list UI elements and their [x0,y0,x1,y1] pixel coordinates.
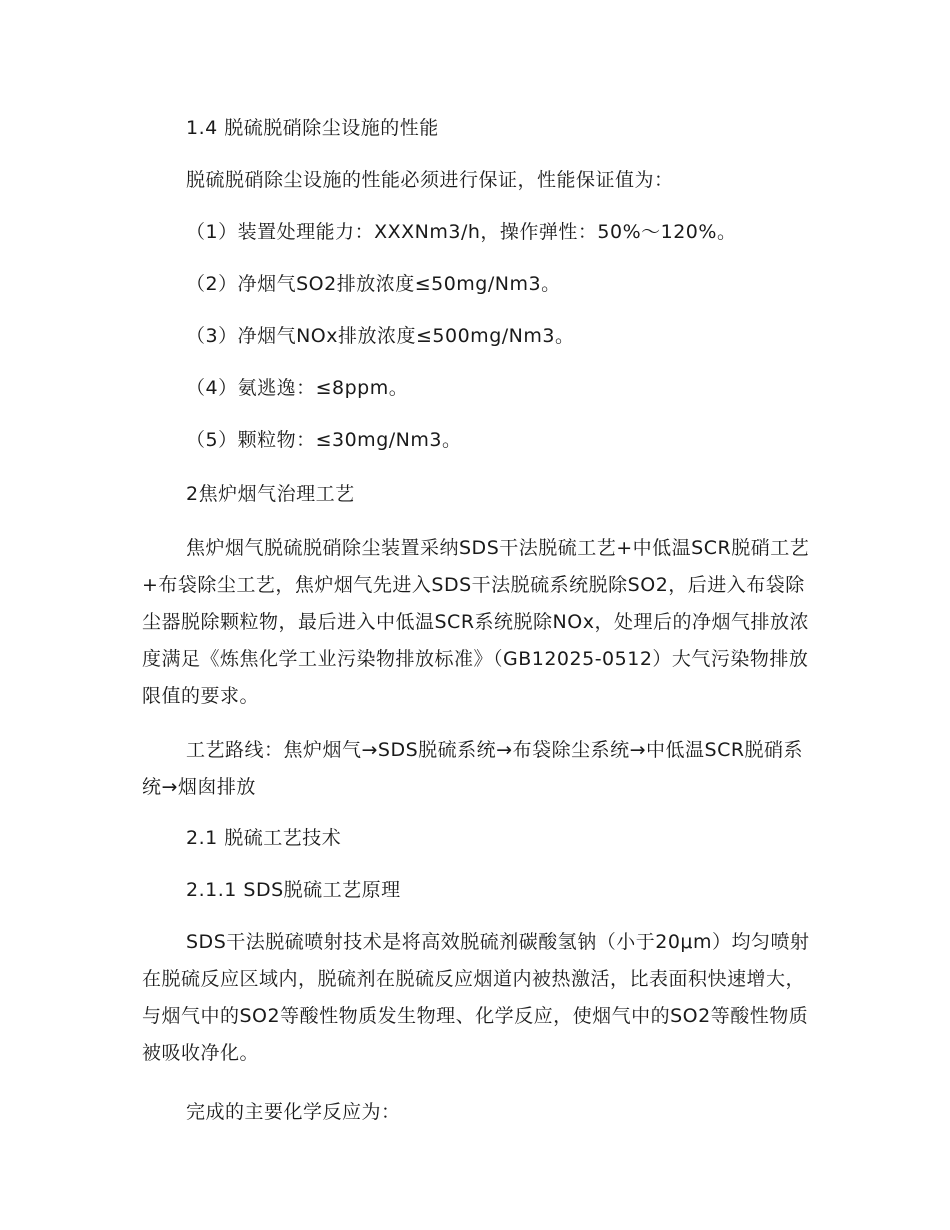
section-1-4-heading: 1.4 脱硫脱硝除尘设施的性能 [186,117,439,139]
reaction-intro: 完成的主要化学反应为： [186,1101,401,1123]
section-2-1-1-heading: 2.1.1 SDS脱硫工艺原理 [186,879,401,901]
performance-item-2: （2）净烟气SO2排放浓度≤50mg/Nm3。 [186,273,561,295]
section-2-paragraph-block [142,530,812,715]
process-route-block [142,732,812,806]
section-2-1-heading: 2.1 脱硫工艺技术 [186,827,342,849]
performance-intro: 脱硫脱硝除尘设施的性能必须进行保证，性能保证值为： [186,169,674,191]
section-2-1-1-paragraph: SDS干法脱硫喷射技术是将高效脱硫剂碳酸氢钠（小于20μm）均匀喷射在脱硫反应区域内，脱硫剂在脱硫反应烟道内被热激活，比表面积快速增大，与烟气中的SO2等酸性物质发生物理、化学反应，使烟气中的SO2等酸性物质被吸收净化。 [142,931,810,1064]
performance-item-1: （1）装置处理能力：XXXNm3/h，操作弹性：50%～120%。 [186,221,737,243]
performance-item-3: （3）净烟气NOx排放浓度≤500mg/Nm3。 [186,325,575,347]
performance-item-5: （5）颗粒物：≤30mg/Nm3。 [186,429,462,451]
section-2-paragraph: 焦炉烟气脱硫脱硝除尘装置采纳SDS干法脱硫工艺+中低温SCR脱硝工艺+布袋除尘工艺，焦炉烟气先进入SDS干法脱硫系统脱除SO2，后进入布袋除尘器脱除颗粒物，最后进入中低温SCR系统脱除NOx，处理后的净烟气排放浓度满足《炼焦化学工业污染物排放标准》（GB12025-0512）大气污染物排放限值的要求。 [142,537,810,707]
section-2-heading: 2焦炉烟气治理工艺 [186,483,355,505]
process-route: 工艺路线：焦炉烟气→SDS脱硫系统→布袋除尘系统→中低温SCR脱硝系统→烟囱排放 [142,739,804,798]
section-2-1-1-paragraph-block [142,924,812,1072]
performance-item-4: （4）氨逃逸：≤8ppm。 [186,377,409,399]
